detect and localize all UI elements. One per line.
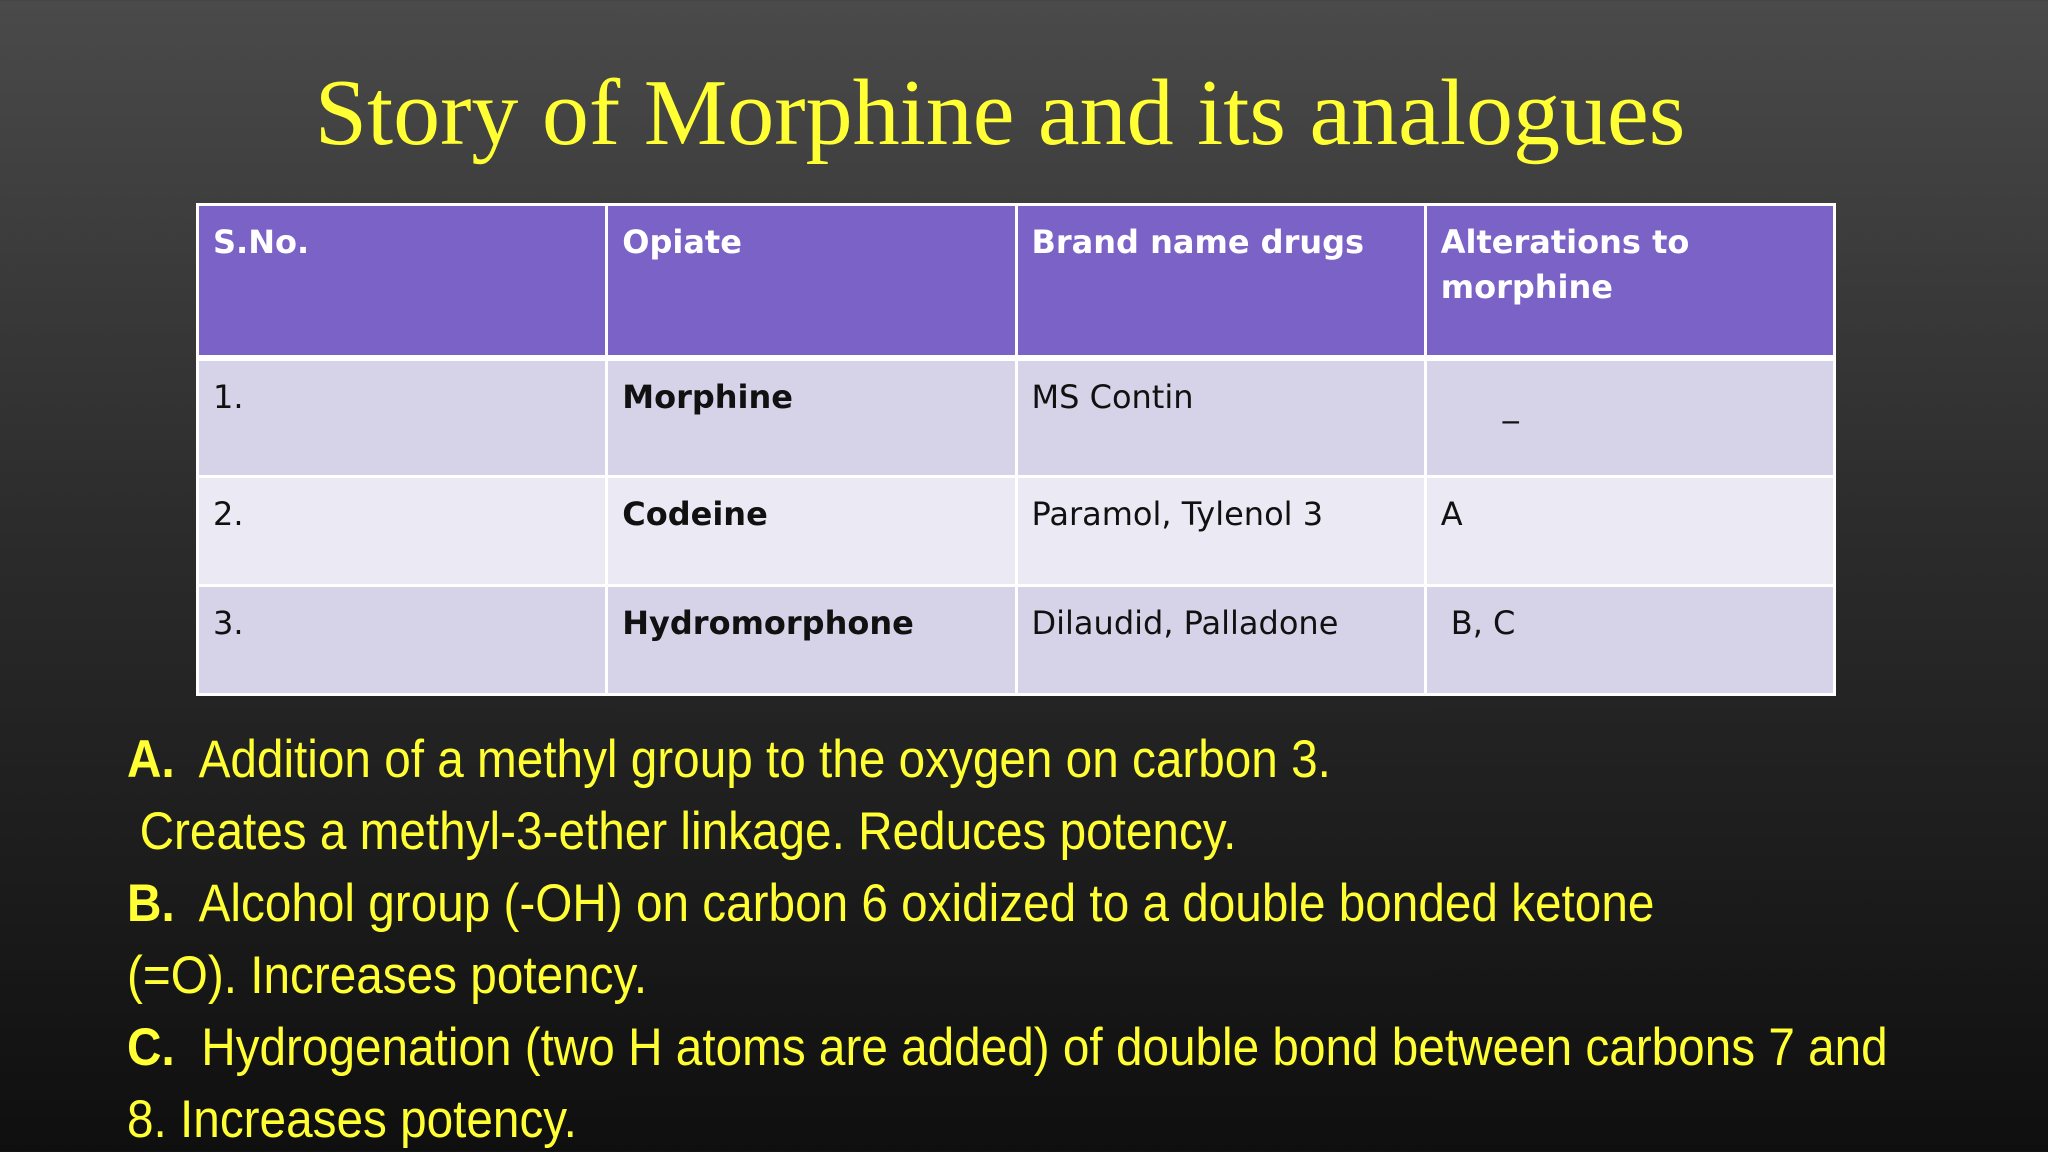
header-sno: S.No. — [198, 205, 607, 359]
slide-title: Story of Morphine and its analogues — [314, 61, 1686, 165]
cell-sno: 3. — [198, 586, 607, 695]
cell-alterations: _ — [1425, 358, 1834, 477]
note-c-key: C. — [127, 1018, 175, 1077]
header-opiate: Opiate — [607, 205, 1016, 359]
note-a-line-1 — [127, 724, 1819, 796]
note-a-key: A. — [127, 730, 175, 789]
alteration-notes — [127, 724, 1888, 1152]
cell-sno: 2. — [198, 477, 607, 586]
cell-opiate: Codeine — [607, 477, 1016, 586]
cell-brands: Paramol, Tylenol 3 — [1016, 477, 1425, 586]
table-header-row — [198, 205, 1835, 359]
note-b-line-1 — [127, 868, 1819, 940]
table-row — [198, 358, 1835, 477]
note-c-text: Hydrogenation (two H atoms are added) of double bond between carbons 7 and — [201, 1018, 1888, 1077]
cell-alterations: B, C — [1425, 586, 1834, 695]
note-c-line-2: 8. Increases potency. — [127, 1090, 577, 1149]
cell-brands: MS Contin — [1016, 358, 1425, 477]
note-b-text: Alcohol group (-OH) on carbon 6 oxidized to a double bonded ketone — [198, 874, 1655, 933]
note-c-line-1 — [127, 1012, 1888, 1084]
cell-alterations: A — [1425, 477, 1834, 586]
cell-opiate: Morphine — [607, 358, 1016, 477]
table-row — [198, 477, 1835, 586]
table-row — [198, 586, 1835, 695]
note-b-key: B. — [127, 874, 175, 933]
header-brand-names: Brand name drugs — [1016, 205, 1425, 359]
cell-opiate: Hydromorphone — [607, 586, 1016, 695]
note-a-text: Addition of a methyl group to the oxygen on carbon 3. — [198, 730, 1331, 789]
opiate-table — [196, 203, 1836, 696]
note-a-line-2: Creates a methyl-3-ether linkage. Reduces potency. — [139, 802, 1237, 861]
cell-sno: 1. — [198, 358, 607, 477]
header-alterations: Alterations to morphine — [1425, 205, 1834, 359]
note-b-line-2: (=O). Increases potency. — [127, 946, 648, 1005]
cell-brands: Dilaudid, Palladone — [1016, 586, 1425, 695]
